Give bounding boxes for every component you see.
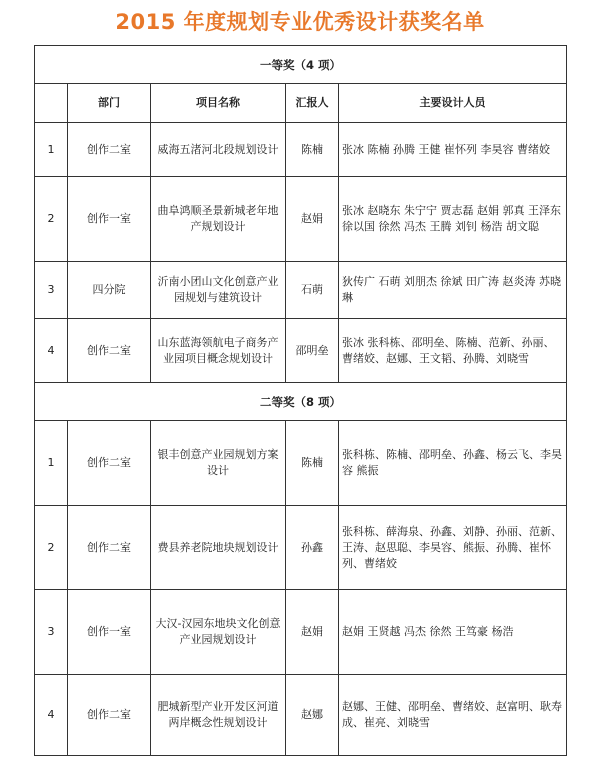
row-reporter: 陈楠	[286, 123, 339, 177]
row-dept: 创作二室	[68, 421, 151, 506]
row-designers: 张冰 陈楠 孙腾 王健 崔怀列 李昊容 曹绪姣	[339, 123, 567, 177]
row-project: 沂南小团山文化创意产业园规划与建筑设计	[151, 262, 286, 319]
row-designers: 赵娟 王贤越 冯杰 徐然 王笃豪 杨浩	[339, 590, 567, 675]
row-reporter: 赵娟	[286, 177, 339, 262]
row-reporter: 邵明垒	[286, 319, 339, 383]
section-title: 二等奖（8 项）	[35, 383, 567, 421]
row-dept: 创作二室	[68, 506, 151, 590]
header-row	[35, 84, 567, 123]
row-dept: 创作一室	[68, 177, 151, 262]
row-dept: 创作二室	[68, 675, 151, 756]
row-reporter: 赵娜	[286, 675, 339, 756]
table-row	[35, 421, 567, 506]
header-reporter: 汇报人	[286, 84, 339, 123]
row-number: 3	[35, 590, 68, 675]
row-reporter: 孙鑫	[286, 506, 339, 590]
table-row	[35, 177, 567, 262]
row-reporter: 石萌	[286, 262, 339, 319]
row-project: 肥城新型产业开发区河道两岸概念性规划设计	[151, 675, 286, 756]
row-reporter: 赵娟	[286, 590, 339, 675]
section-row	[35, 383, 567, 421]
header-num	[35, 84, 68, 123]
row-number: 1	[35, 123, 68, 177]
row-project: 费县养老院地块规划设计	[151, 506, 286, 590]
table-row	[35, 675, 567, 756]
row-dept: 四分院	[68, 262, 151, 319]
row-designers: 张科栋、薛海泉、孙鑫、刘静、孙丽、范新、王涛、赵思聪、李昊容、熊振、孙腾、崔怀列、曹绪姣	[339, 506, 567, 590]
header-project: 项目名称	[151, 84, 286, 123]
page-title: 2015 年度规划专业优秀设计获奖名单	[115, 10, 485, 34]
row-designers: 赵娜、王健、邵明垒、曹绪姣、赵富明、耿寿成、崔亮、刘晓雪	[339, 675, 567, 756]
row-number: 1	[35, 421, 68, 506]
table-row	[35, 262, 567, 319]
table-row	[35, 319, 567, 383]
row-project: 曲阜鸿顺圣景新城老年地产规划设计	[151, 177, 286, 262]
row-designers: 张科栋、陈楠、邵明垒、孙鑫、杨云飞、李昊容 熊振	[339, 421, 567, 506]
table-row	[35, 590, 567, 675]
row-number: 3	[35, 262, 68, 319]
row-number: 4	[35, 319, 68, 383]
awards-table	[34, 45, 567, 756]
row-project: 银丰创意产业园规划方案设计	[151, 421, 286, 506]
row-dept: 创作二室	[68, 319, 151, 383]
row-project: 山东蓝海领航电子商务产业园项目概念规划设计	[151, 319, 286, 383]
table-row	[35, 123, 567, 177]
header-designers: 主要设计人员	[339, 84, 567, 123]
row-project: 大汉-汉园东地块文化创意产业园规划设计	[151, 590, 286, 675]
row-number: 4	[35, 675, 68, 756]
row-reporter: 陈楠	[286, 421, 339, 506]
section-row	[35, 46, 567, 84]
row-designers: 张冰 赵晓东 朱宁宁 贾志磊 赵娟 郭真 王泽东 徐以国 徐然 冯杰 王腾 刘钊 杨浩 胡文聪	[339, 177, 567, 262]
row-dept: 创作二室	[68, 123, 151, 177]
row-designers: 狄传广 石萌 刘朋杰 徐斌 田广涛 赵炎涛 苏晓琳	[339, 262, 567, 319]
header-dept: 部门	[68, 84, 151, 123]
row-number: 2	[35, 506, 68, 590]
row-dept: 创作一室	[68, 590, 151, 675]
row-project: 威海五渚河北段规划设计	[151, 123, 286, 177]
row-number: 2	[35, 177, 68, 262]
row-designers: 张冰 张科栋、邵明垒、陈楠、范新、孙丽、曹绪姣、赵娜、王文韬、孙腾、刘晓雪	[339, 319, 567, 383]
section-title: 一等奖（4 项）	[35, 46, 567, 84]
table-row	[35, 506, 567, 590]
